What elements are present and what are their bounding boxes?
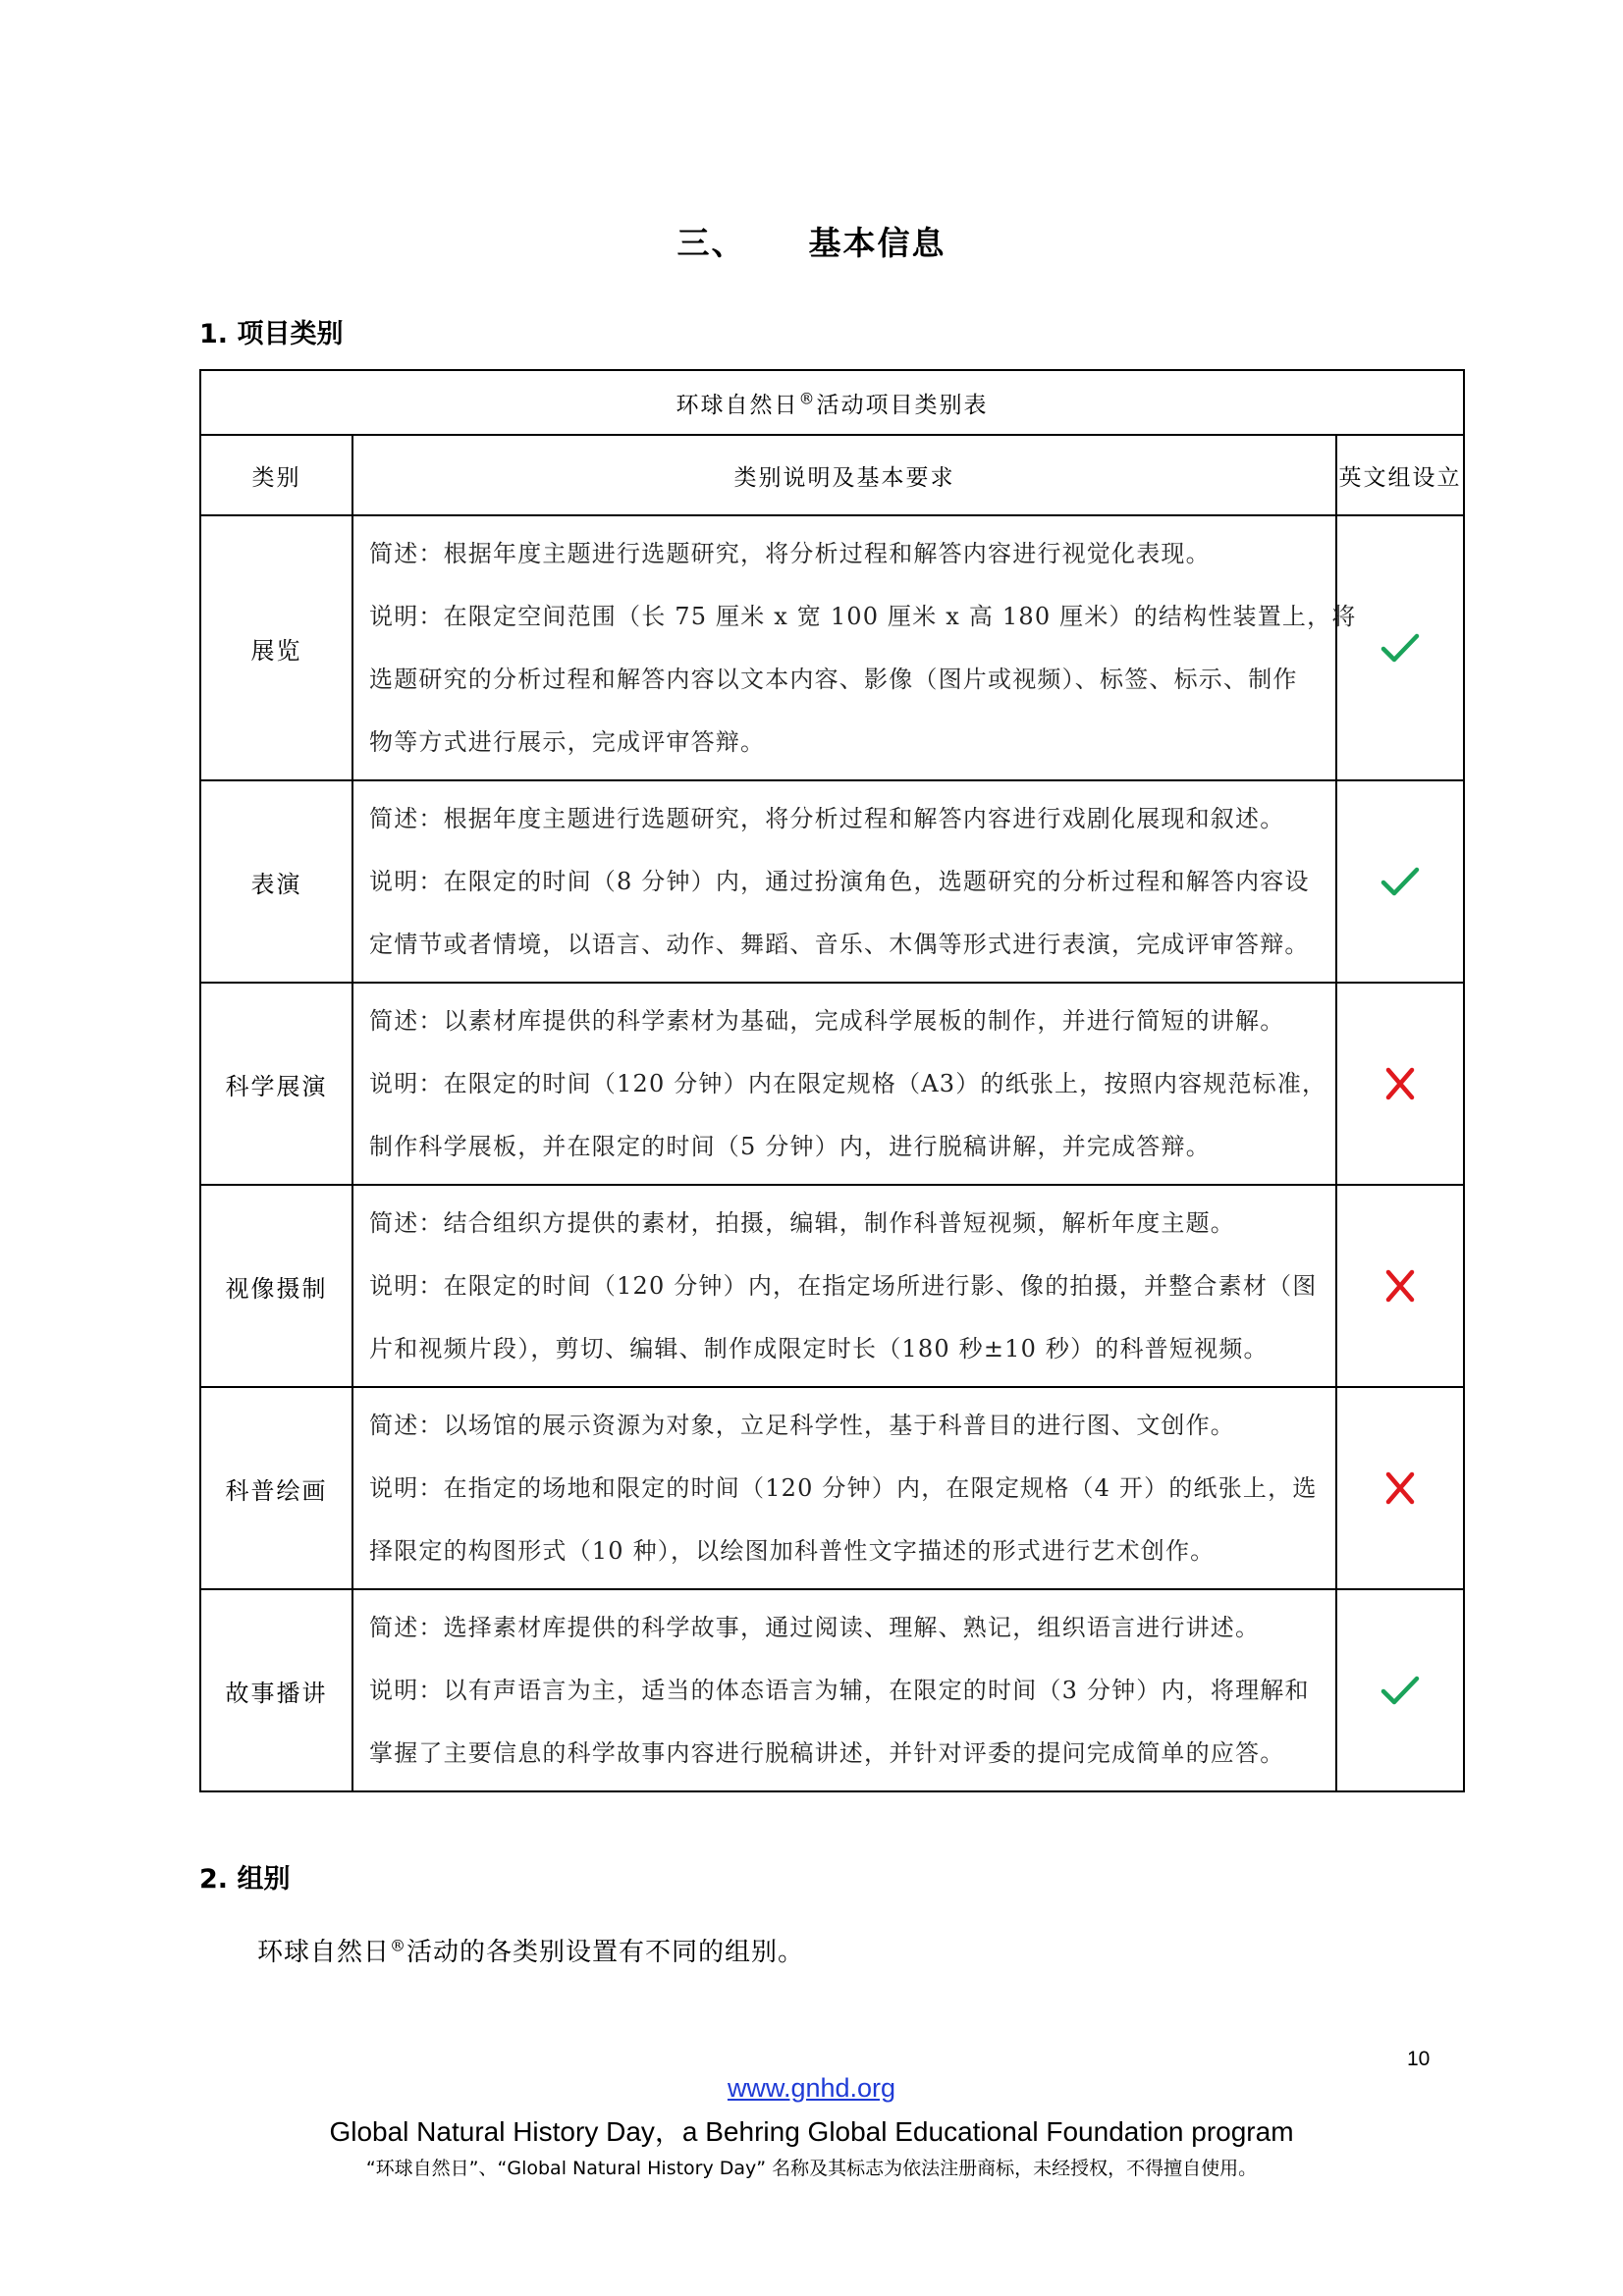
section-title-text: 基本信息	[808, 224, 947, 262]
table-row	[200, 1589, 1464, 1791]
section-title	[0, 218, 1623, 264]
category-description	[352, 1185, 1336, 1387]
category-name: 展览	[200, 515, 352, 780]
section-number: 三、	[676, 224, 746, 262]
check-icon-glyph	[1380, 865, 1420, 898]
description-line: 简述：以场馆的展示资源为对象，立足科学性，基于科普目的进行图、文创作。	[369, 1412, 1235, 1439]
footer-website-link[interactable]: www.gnhd.org	[727, 2073, 896, 2103]
cross-icon-glyph	[1380, 1067, 1420, 1100]
description-line: 物等方式进行展示，完成评审答辩。	[369, 728, 766, 756]
table-row	[200, 983, 1464, 1185]
description-line: 简述：以素材库提供的科学素材为基础，完成科学展板的制作，并进行简短的讲解。	[369, 1007, 1285, 1035]
description-line: 说明：在限定空间范围（长 75 厘米 x 宽 100 厘米 x 高 180 厘米）的结构性装置上，将	[369, 603, 1357, 630]
footer-program: Global Natural History Day，a Behring Global Educational Foundation program	[329, 2116, 1294, 2147]
category-description	[352, 1589, 1336, 1791]
check-icon-glyph	[1380, 631, 1420, 665]
category-name: 科普绘画	[200, 1387, 352, 1589]
check-icon	[1336, 1589, 1464, 1791]
category-description	[352, 983, 1336, 1185]
table-row	[200, 780, 1464, 983]
check-icon	[1336, 780, 1464, 983]
cross-icon	[1336, 1387, 1464, 1589]
groups-paragraph: 环球自然日®活动的各类别设置有不同的组别。	[257, 1936, 805, 1967]
table-caption: 环球自然日®活动项目类别表	[200, 370, 1464, 435]
description-line: 选题研究的分析过程和解答内容以文本内容、影像（图片或视频）、标签、标示、制作	[369, 666, 1298, 693]
footer-trademark-notice: “环球自然日”、“Global Natural History Day” 名称及其标志为依法注册商标，未经授权，不得擅自使用。	[365, 2158, 1258, 2179]
description-line: 定情节或者情境，以语言、动作、舞蹈、音乐、木偶等形式进行表演，完成评审答辩。	[369, 931, 1310, 958]
description-line: 片和视频片段），剪切、编辑、制作成限定时长（180 秒±10 秒）的科普短视频。	[369, 1335, 1269, 1362]
heading-project-categories: 1. 项目类别	[199, 319, 344, 349]
page-number: 10	[1407, 2048, 1431, 2070]
description-line: 简述：根据年度主题进行选题研究，将分析过程和解答内容进行视觉化表现。	[369, 540, 1211, 567]
check-icon	[1336, 515, 1464, 780]
cross-icon	[1336, 1185, 1464, 1387]
cross-icon-glyph	[1380, 1269, 1420, 1303]
heading-groups: 2. 组别	[199, 1864, 291, 1895]
category-description	[352, 1387, 1336, 1589]
cross-icon	[1336, 983, 1464, 1185]
check-icon-glyph	[1380, 1674, 1420, 1707]
description-line: 简述：结合组织方提供的素材，拍摄，编辑，制作科普短视频，解析年度主题。	[369, 1209, 1235, 1237]
table-row	[200, 515, 1464, 780]
header-description: 类别说明及基本要求	[352, 435, 1336, 515]
category-name: 表演	[200, 780, 352, 983]
category-description	[352, 515, 1357, 780]
description-line: 说明：在限定的时间（8 分钟）内，通过扮演角色，选题研究的分析过程和解答内容设	[369, 868, 1310, 895]
category-name: 视像摄制	[200, 1185, 352, 1387]
cross-icon-glyph	[1380, 1471, 1420, 1505]
description-line: 说明：以有声语言为主，适当的体态语言为辅，在限定的时间（3 分钟）内，将理解和	[369, 1677, 1310, 1704]
category-table	[199, 369, 1465, 1792]
table-row	[200, 1185, 1464, 1387]
description-line: 制作科学展板，并在限定的时间（5 分钟）内，进行脱稿讲解，并完成答辩。	[369, 1133, 1211, 1160]
category-name: 科学展演	[200, 983, 352, 1185]
description-line: 简述：选择素材库提供的科学故事，通过阅读、理解、熟记，组织语言进行讲述。	[369, 1614, 1261, 1641]
category-description	[352, 780, 1336, 983]
header-category: 类别	[200, 435, 352, 515]
description-line: 择限定的构图形式（10 种），以绘图加科普性文字描述的形式进行艺术创作。	[369, 1537, 1216, 1565]
description-line: 掌握了主要信息的科学故事内容进行脱稿讲述，并针对评委的提问完成简单的应答。	[369, 1739, 1285, 1767]
description-line: 说明：在限定的时间（120 分钟）内，在指定场所进行影、像的拍摄，并整合素材（图	[369, 1272, 1318, 1300]
table-row	[200, 1387, 1464, 1589]
category-name: 故事播讲	[200, 1589, 352, 1791]
description-line: 简述：根据年度主题进行选题研究，将分析过程和解答内容进行戏剧化展现和叙述。	[369, 805, 1285, 832]
description-line: 说明：在限定的时间（120 分钟）内在限定规格（A3）的纸张上，按照内容规范标准，	[369, 1070, 1327, 1097]
header-english-group: 英文组设立	[1336, 435, 1464, 515]
description-line: 说明：在指定的场地和限定的时间（120 分钟）内，在限定规格（4 开）的纸张上，选	[369, 1474, 1318, 1502]
